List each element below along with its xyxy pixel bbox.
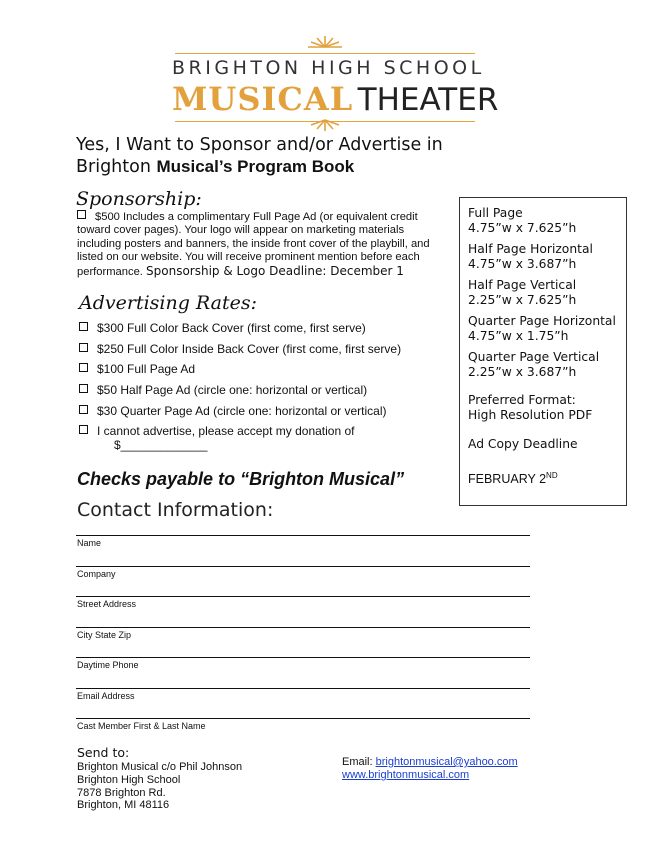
size-dims: 4.75”w x 1.75”h [468, 329, 569, 343]
format-label: Preferred Format: [468, 393, 576, 407]
format-value: High Resolution PDF [468, 408, 593, 422]
company-field[interactable] [76, 566, 530, 567]
field-label: City State Zip [77, 630, 132, 640]
address-line: Brighton, MI 48116 [77, 799, 170, 812]
heading-line-1: Yes, I Want to Sponsor and/or Advertise in [76, 135, 443, 155]
checks-payable: Checks payable to “Brighton Musical” [77, 469, 405, 489]
size-item [468, 314, 616, 344]
address-line: 7878 Brighton Rd. [77, 786, 166, 799]
email-address-field[interactable] [76, 688, 530, 689]
rate-item [79, 362, 195, 376]
sunburst-bottom-icon [305, 119, 345, 133]
sponsorship-description [77, 210, 457, 279]
deadline-value: FEBRUARY 2 [468, 472, 547, 487]
heading-line-2-bold: Musical’s Program Book [156, 157, 355, 176]
rate-checkbox[interactable] [79, 343, 88, 352]
sponsorship-line-5: performance. [77, 265, 147, 278]
rate-checkbox[interactable] [79, 425, 88, 434]
rate-checkbox[interactable] [79, 363, 88, 372]
rate-label: I cannot advertise, please accept my donation of [97, 424, 355, 438]
field-label: Daytime Phone [77, 660, 139, 670]
email-link[interactable]: brightonmusical@yahoo.com [375, 756, 518, 768]
rate-item [79, 321, 366, 335]
sponsorship-deadline: Sponsorship & Logo Deadline: December 1 [146, 263, 404, 278]
ad-copy-deadline-date [468, 468, 558, 487]
size-name: Half Page Vertical [468, 278, 577, 292]
address-line: Brighton Musical c/o Phil Johnson [77, 761, 243, 773]
mailing-address [77, 761, 242, 812]
contact-links [342, 756, 518, 782]
preferred-format [468, 393, 592, 423]
field-label: Email Address [77, 691, 135, 701]
sponsorship-line-3: including posters and banners, the inside front cover of the playbill, and [77, 237, 430, 250]
rate-label: $250 Full Color Inside Back Cover (first come, first serve) [97, 342, 402, 356]
rate-label: $30 Quarter Page Ad (circle one: horizontal or vertical) [97, 404, 387, 418]
logo-wordmark [172, 80, 498, 118]
advertising-title: Advertising Rates: [79, 292, 258, 314]
sponsorship-line-1: $500 Includes a complimentary Full Page Ad (or equivalent credit [95, 211, 418, 223]
rate-checkbox[interactable] [79, 405, 88, 414]
size-dims: 2.25”w x 3.687”h [468, 365, 577, 379]
size-name: Quarter Page Horizontal [468, 314, 616, 328]
send-to-title: Send to: [77, 745, 130, 760]
size-item [468, 278, 576, 308]
field-label: Street Address [77, 599, 137, 609]
size-name: Quarter Page Vertical [468, 350, 600, 364]
heading-line-2 [76, 156, 443, 178]
daytime-phone-field[interactable] [76, 657, 530, 658]
rate-label: $300 Full Color Back Cover (first come, first serve) [97, 321, 366, 335]
logo-school-name: BRIGHTON HIGH SCHOOL [172, 57, 485, 79]
name-field[interactable] [76, 535, 530, 536]
size-name: Full Page [468, 206, 523, 220]
heading-line-2-prefix: Brighton [76, 157, 157, 177]
size-dims: 4.75”w x 7.625”h [468, 221, 577, 235]
sponsorship-checkbox[interactable] [77, 210, 86, 219]
size-dims: 4.75”w x 3.687”h [468, 257, 577, 271]
size-item [468, 242, 593, 272]
rate-item [79, 404, 386, 418]
contact-title: Contact Information: [77, 499, 274, 521]
address-line: Brighton High School [77, 773, 181, 786]
deadline-suffix: ND [546, 471, 558, 480]
rate-checkbox[interactable] [79, 384, 88, 393]
size-name: Half Page Horizontal [468, 242, 593, 256]
field-label: Name [77, 538, 102, 548]
size-dims: 2.25”w x 7.625”h [468, 293, 577, 307]
email-label: Email: [342, 756, 376, 768]
sponsorship-line-2: toward cover pages). Your logo will appear on marketing materials [77, 224, 405, 237]
sponsorship-line-4: listed on our website. You will receive prominent mention before each [77, 251, 420, 264]
logo-musical: MUSICAL [172, 80, 354, 118]
donation-amount-blank[interactable]: $_____________ [114, 438, 208, 452]
size-item [468, 206, 576, 236]
logo-theater: THEATER [357, 82, 499, 118]
city-state-zip-field[interactable] [76, 627, 530, 628]
cast-member-field[interactable] [76, 718, 530, 719]
field-label: Cast Member First & Last Name [77, 721, 206, 731]
rate-checkbox[interactable] [79, 322, 88, 331]
size-item [468, 350, 599, 380]
rate-label: $50 Half Page Ad (circle one: horizontal or vertical) [97, 383, 368, 397]
ad-copy-deadline-label: Ad Copy Deadline [468, 437, 578, 451]
sunburst-icon [305, 34, 345, 48]
rate-item [79, 383, 367, 397]
rate-label: $100 Full Page Ad [97, 362, 196, 376]
street-address-field[interactable] [76, 596, 530, 597]
sponsorship-title: Sponsorship: [76, 188, 202, 210]
page-heading [76, 135, 443, 178]
website-link[interactable]: www.brightonmusical.com [342, 768, 470, 781]
rate-item [79, 424, 355, 438]
field-label: Company [77, 569, 116, 579]
rate-item [79, 342, 401, 356]
